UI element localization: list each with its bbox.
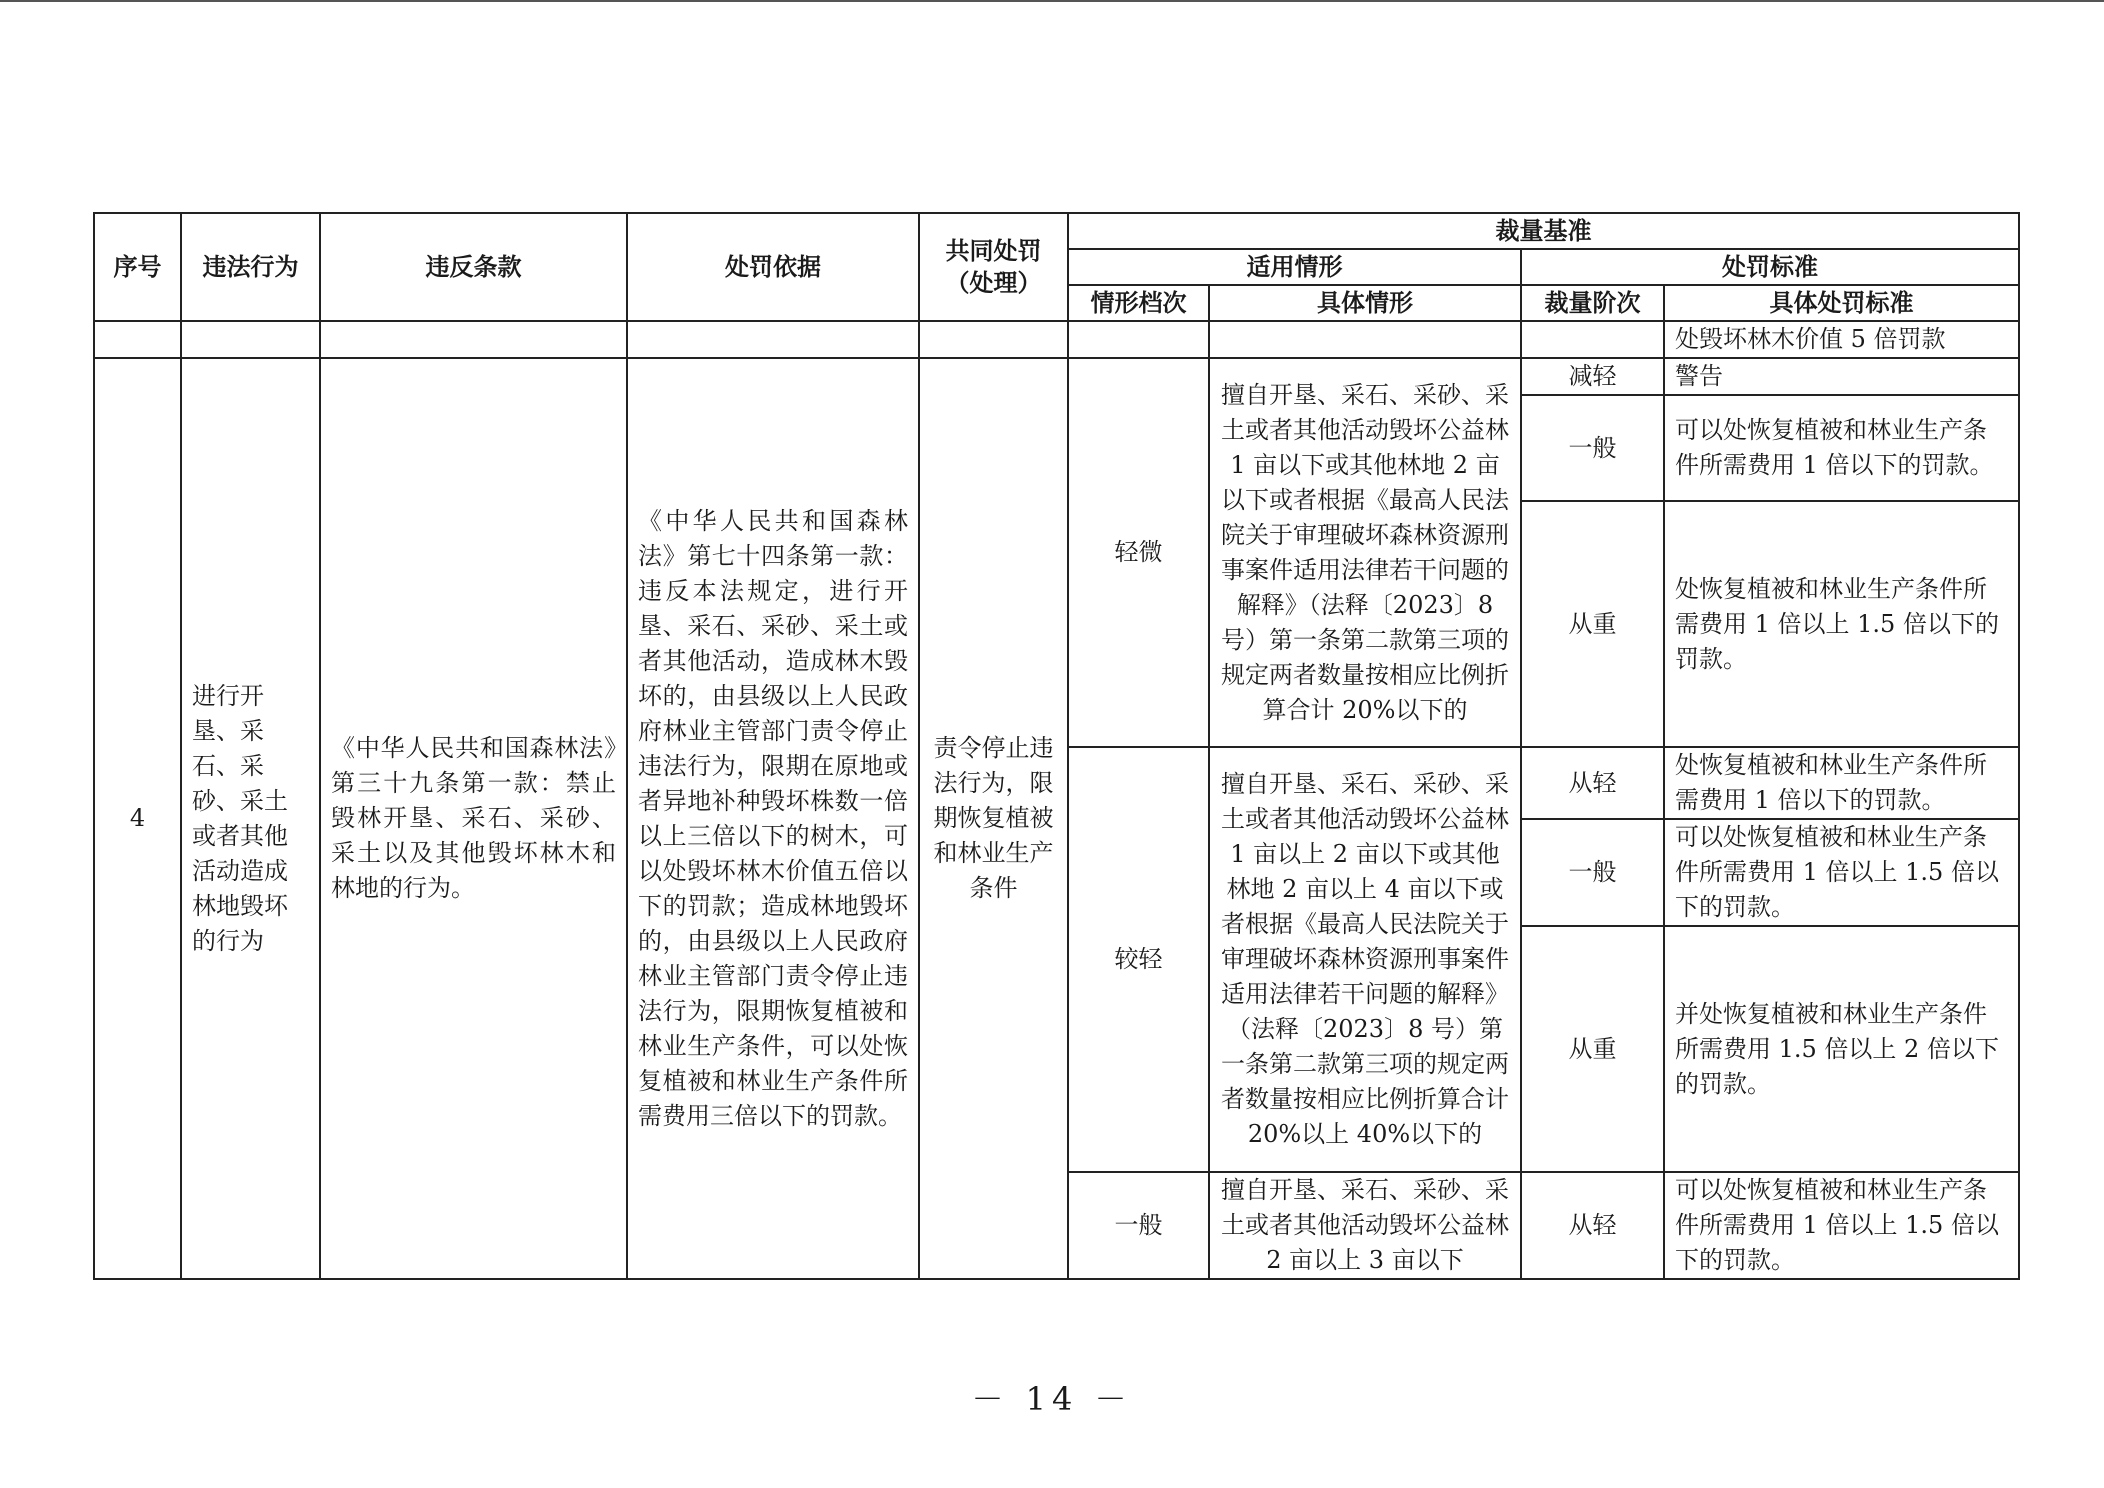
header-penalty: 具体处罚标准 (1664, 285, 2019, 321)
tier-label: 一般 (1521, 819, 1664, 926)
continued-row (94, 321, 2019, 358)
tier-label: 从轻 (1521, 747, 1664, 819)
row-number: 4 (94, 358, 181, 1279)
discretion-table (93, 212, 2020, 1280)
tier-penalty: 可以处恢复植被和林业生产条件所需费用 1 倍以上 1.5 倍以下的罚款。 (1664, 1172, 2019, 1279)
joint-penalty: 责令停止违法行为，限期恢复植被和林业生产条件 (919, 358, 1068, 1279)
tier-penalty: 处恢复植被和林业生产条件所需费用 1 倍以上 1.5 倍以下的罚款。 (1664, 501, 2019, 747)
level-detail: 擅自开垦、采石、采砂、采土或者其他活动毁坏公益林 1 亩以上 2 亩以下或其他林地 2 亩以上 4 亩以下或者根据《最高人民法院关于审理破坏森林资源刑事案件适用法律若干问题的解释》（法释〔2023〕8 号）第一条第二款第三项的规定两者数量按相应比例折算合计 20%以上 40%以下的 (1209, 747, 1521, 1172)
header-tier: 裁量阶次 (1521, 285, 1664, 321)
tier-label: 从轻 (1521, 1172, 1664, 1279)
table-row (94, 358, 2019, 395)
header-basis: 处罚依据 (627, 213, 919, 321)
tier-label: 从重 (1521, 501, 1664, 747)
header-act: 违法行为 (181, 213, 320, 321)
header-benchmark: 裁量基准 (1068, 213, 2019, 249)
continued-penalty: 处毁坏林木价值 5 倍罚款 (1664, 321, 2019, 358)
level-detail: 擅自开垦、采石、采砂、采土或者其他活动毁坏公益林 1 亩以下或其他林地 2 亩以下或者根据《最高人民法院关于审理破坏森林资源刑事案件适用法律若干问题的解释》（法释〔2023〕8 号）第一条第二款第三项的规定两者数量按相应比例折算合计 20%以下的 (1209, 358, 1521, 747)
level-label: 一般 (1068, 1172, 1209, 1279)
violated-clause: 《中华人民共和国森林法》第三十九条第一款：禁止毁林开垦、采石、采砂、采土以及其他毁坏林木和林地的行为。 (320, 358, 627, 1279)
level-detail: 擅自开垦、采石、采砂、采土或者其他活动毁坏公益林 2 亩以上 3 亩以下 (1209, 1172, 1521, 1279)
tier-label: 从重 (1521, 926, 1664, 1172)
header-row-1 (94, 213, 2019, 249)
tier-penalty: 并处恢复植被和林业生产条件所需费用 1.5 倍以上 2 倍以下的罚款。 (1664, 926, 2019, 1172)
tier-penalty: 可以处恢复植被和林业生产条件所需费用 1 倍以上 1.5 倍以下的罚款。 (1664, 819, 2019, 926)
header-no: 序号 (94, 213, 181, 321)
tier-label: 一般 (1521, 395, 1664, 501)
header-situation: 适用情形 (1068, 249, 1521, 285)
top-rule (0, 0, 2104, 2)
header-joint: 共同处罚（处理） (919, 213, 1068, 321)
tier-penalty: 处恢复植被和林业生产条件所需费用 1 倍以下的罚款。 (1664, 747, 2019, 819)
header-clause: 违反条款 (320, 213, 627, 321)
tier-penalty: 警告 (1664, 358, 2019, 395)
level-label: 轻微 (1068, 358, 1209, 747)
header-level: 情形档次 (1068, 285, 1209, 321)
level-label: 较轻 (1068, 747, 1209, 1172)
page-number: － 14 － (971, 1380, 1133, 1418)
tier-label: 减轻 (1521, 358, 1664, 395)
header-detail: 具体情形 (1209, 285, 1521, 321)
violation-act: 进行开垦、采石、采砂、采土或者其他活动造成林地毁坏的行为 (181, 358, 320, 1279)
header-standard: 处罚标准 (1521, 249, 2019, 285)
penalty-basis: 《中华人民共和国森林法》第七十四条第一款：违反本法规定，进行开垦、采石、采砂、采土或者其他活动，造成林木毁坏的，由县级以上人民政府林业主管部门责令停止违法行为，限期在原地或者异地补种毁坏株数一倍以上三倍以下的树木，可以处毁坏林木价值五倍以下的罚款；造成林地毁坏的，由县级以上人民政府林业主管部门责令停止违法行为，限期恢复植被和林业生产条件，可以处恢复植被和林业生产条件所需费用三倍以下的罚款。 (627, 358, 919, 1279)
tier-penalty: 可以处恢复植被和林业生产条件所需费用 1 倍以下的罚款。 (1664, 395, 2019, 501)
